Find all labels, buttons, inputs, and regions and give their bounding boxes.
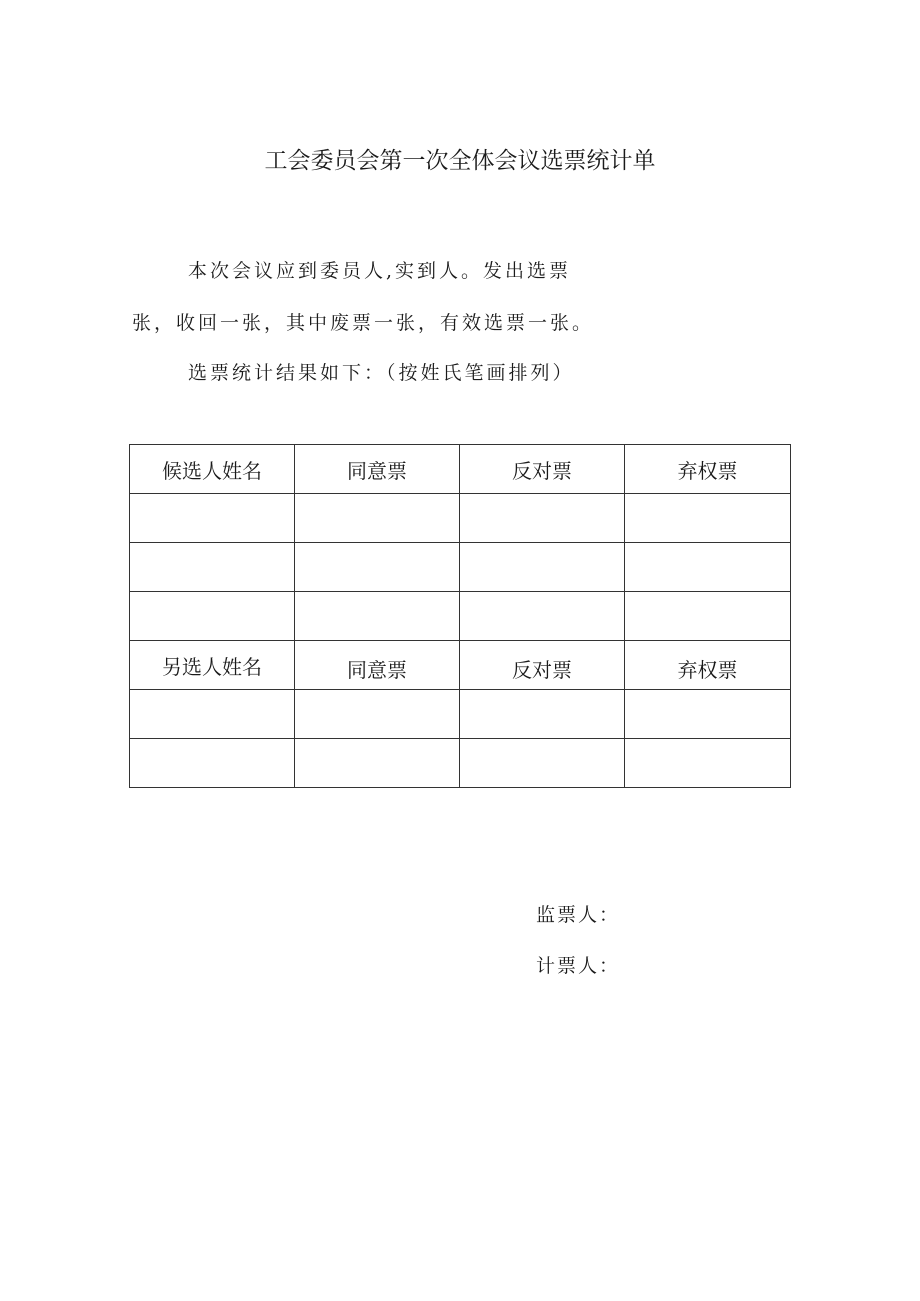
vote-statistics-table	[129, 444, 791, 788]
table-cell[interactable]	[295, 739, 460, 788]
table-cell[interactable]	[460, 543, 625, 592]
table-row	[130, 739, 791, 788]
table-row	[130, 690, 791, 739]
table-cell[interactable]	[625, 543, 791, 592]
table-cell[interactable]	[295, 690, 460, 739]
approve-votes-header: 同意票	[295, 445, 460, 494]
table-cell[interactable]	[625, 494, 791, 543]
results-intro-paragraph: 选票统计结果如下：（按姓氏笔画排列）	[188, 362, 575, 384]
table-cell[interactable]	[625, 739, 791, 788]
table-cell[interactable]	[130, 592, 295, 641]
table-cell[interactable]	[295, 494, 460, 543]
candidate-header-row	[130, 445, 791, 494]
table-row	[130, 592, 791, 641]
table-cell[interactable]	[130, 690, 295, 739]
abstain-votes-header: 弃权票	[625, 641, 791, 690]
table-cell[interactable]	[130, 739, 295, 788]
table-cell[interactable]	[295, 543, 460, 592]
table-cell[interactable]	[460, 690, 625, 739]
table-cell[interactable]	[460, 592, 625, 641]
attendance-paragraph: 本次会议应到委员人,实到人。发出选票	[188, 260, 572, 282]
vote-counter-label: 计票人：	[536, 955, 621, 977]
abstain-votes-header: 弃权票	[625, 445, 791, 494]
other-candidate-header-row	[130, 641, 791, 690]
vote-supervisor-label: 监票人：	[536, 904, 621, 926]
candidate-name-header: 候选人姓名	[130, 445, 295, 494]
oppose-votes-header: 反对票	[460, 445, 625, 494]
table-cell[interactable]	[460, 739, 625, 788]
table-cell[interactable]	[625, 690, 791, 739]
table-row	[130, 494, 791, 543]
table-row	[130, 543, 791, 592]
table-cell[interactable]	[295, 592, 460, 641]
table-cell[interactable]	[130, 494, 295, 543]
table-cell[interactable]	[460, 494, 625, 543]
table-cell[interactable]	[130, 543, 295, 592]
other-candidate-name-header: 另选人姓名	[130, 641, 295, 690]
table-cell[interactable]	[625, 592, 791, 641]
oppose-votes-header: 反对票	[460, 641, 625, 690]
ballot-count-paragraph: 张，收回一张，其中废票一张，有效选票一张。	[132, 312, 595, 334]
page-title: 工会委员会第一次全体会议选票统计单	[264, 148, 656, 174]
approve-votes-header: 同意票	[295, 641, 460, 690]
